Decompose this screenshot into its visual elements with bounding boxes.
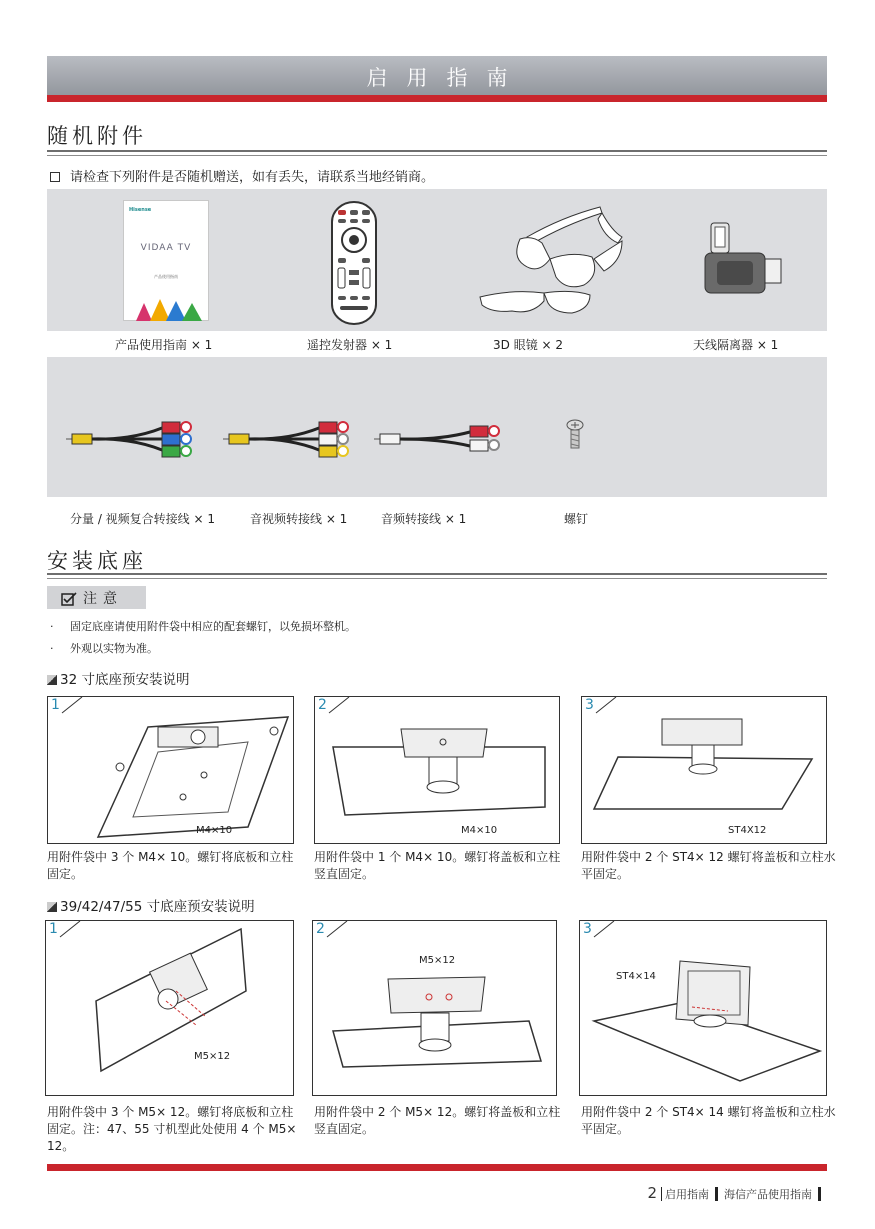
subsection-32-title: 32 寸底座预安装说明 [47, 668, 189, 688]
step-caption: 用附件袋中 1 个 M4× 10。螺钉将盖板和立柱竖直固定。 [314, 850, 561, 881]
step-panel-32-3 [581, 696, 827, 844]
accessories-title-rule [47, 150, 827, 156]
footer-red-bar [47, 1164, 827, 1171]
step-caption: 用附件袋中 2 个 ST4× 14 螺钉将盖板和立柱水平固定。 [581, 1105, 836, 1136]
note-check-icon [61, 592, 77, 606]
step-panel-55-2 [312, 920, 557, 1096]
step-number: 3 [583, 921, 592, 937]
step-number: 3 [585, 697, 594, 713]
manual-image [123, 200, 209, 321]
step-caption: 用附件袋中 3 个 M5× 12。螺钉将底板和立柱固定。注：47、55 寸机型此处使用 4 个 M5× 12。 [47, 1105, 297, 1153]
accessory-label-remote: 遥控发射器 × 1 [307, 338, 393, 352]
stand-title-rule [47, 573, 827, 579]
av-cable-image [219, 414, 359, 464]
component-cable-image [62, 414, 202, 464]
accessory-label-screw: 螺钉 [564, 512, 589, 526]
accessories-title: 随机附件 [47, 124, 147, 148]
accessory-label-component-cable: 分量 / 视频复合转接线 × 1 [70, 512, 215, 526]
footer-section: 启用指南 [665, 1188, 709, 1201]
step-panel-55-1 [45, 920, 294, 1096]
step-illustration [313, 921, 557, 1096]
step-number: 1 [49, 921, 58, 937]
step-panel-32-2 [314, 696, 560, 844]
footer-separator [818, 1187, 821, 1201]
step-caption: 用附件袋中 2 个 M5× 12。螺钉将盖板和立柱竖直固定。 [314, 1105, 561, 1136]
audio-cable-image [370, 414, 510, 464]
header-banner [47, 56, 827, 102]
step-illustration [582, 697, 827, 844]
3d-glasses-image [472, 199, 632, 315]
accessories-row-1 [47, 189, 827, 352]
step-illustration [48, 697, 294, 844]
manual-logo: VIDAA TV [140, 243, 192, 253]
note-item: · 外观以实物为准。 [50, 642, 158, 655]
screw-spec: ST4X12 [728, 825, 767, 836]
step-illustration [46, 921, 294, 1096]
manual-brand: Hisense [129, 207, 152, 213]
footer-separator [715, 1187, 718, 1201]
subsection-icon [47, 902, 57, 912]
step-caption: 用附件袋中 3 个 M4× 10。螺钉将底板和立柱固定。 [47, 850, 294, 881]
header-red-stripe [47, 95, 827, 102]
accessory-label-antenna: 天线隔离器 × 1 [693, 338, 779, 352]
subsection-icon [47, 675, 57, 685]
accessory-label-manual: 产品使用指南 × 1 [115, 338, 213, 352]
note-label: 注意 [47, 586, 146, 609]
subsection-39-55-title: 39/42/47/55 寸底座预安装说明 [47, 895, 255, 915]
stand-title: 安装底座 [47, 549, 147, 573]
screw-spec: M5×12 [194, 1051, 231, 1062]
manual-subtitle: 产品使用指南 [154, 274, 178, 279]
page-number: 2 [647, 1184, 657, 1202]
step-panel-32-1 [47, 696, 294, 844]
footer-divider [661, 1187, 662, 1201]
screw-spec: ST4×14 [616, 971, 656, 982]
antenna-isolator-image [703, 219, 787, 311]
accessories-row-2 [47, 357, 827, 526]
checkbox-icon [50, 172, 60, 182]
step-illustration [580, 921, 827, 1096]
step-illustration [315, 697, 560, 844]
step-caption: 用附件袋中 2 个 ST4× 12 螺钉将盖板和立柱水平固定。 [581, 850, 836, 881]
check-instruction: 请检查下列附件是否随机赠送，如有丢失，请联系当地经销商。 [50, 166, 434, 185]
accessory-label-glasses: 3D 眼镜 × 2 [493, 338, 564, 352]
manual-color-blocks [124, 291, 210, 321]
header-title: 启用指南 [366, 66, 527, 90]
step-panel-55-3 [579, 920, 827, 1096]
step-number: 2 [316, 921, 325, 937]
screw-spec: M4×10 [196, 825, 233, 836]
step-number: 2 [318, 697, 327, 713]
screw-spec: M4×10 [461, 825, 498, 836]
note-item: · 固定底座请使用附件袋中相应的配套螺钉，以免损坏整机。 [50, 620, 356, 633]
accessory-label-av-cable: 音视频转接线 × 1 [250, 512, 348, 526]
accessory-label-audio-cable: 音频转接线 × 1 [381, 512, 467, 526]
remote-control-image [330, 200, 378, 326]
step-number: 1 [51, 697, 60, 713]
page-footer [647, 1184, 827, 1202]
footer-doc-title: 海信产品使用指南 [724, 1188, 812, 1201]
screw-image [565, 418, 585, 452]
screw-spec: M5×12 [419, 955, 456, 966]
